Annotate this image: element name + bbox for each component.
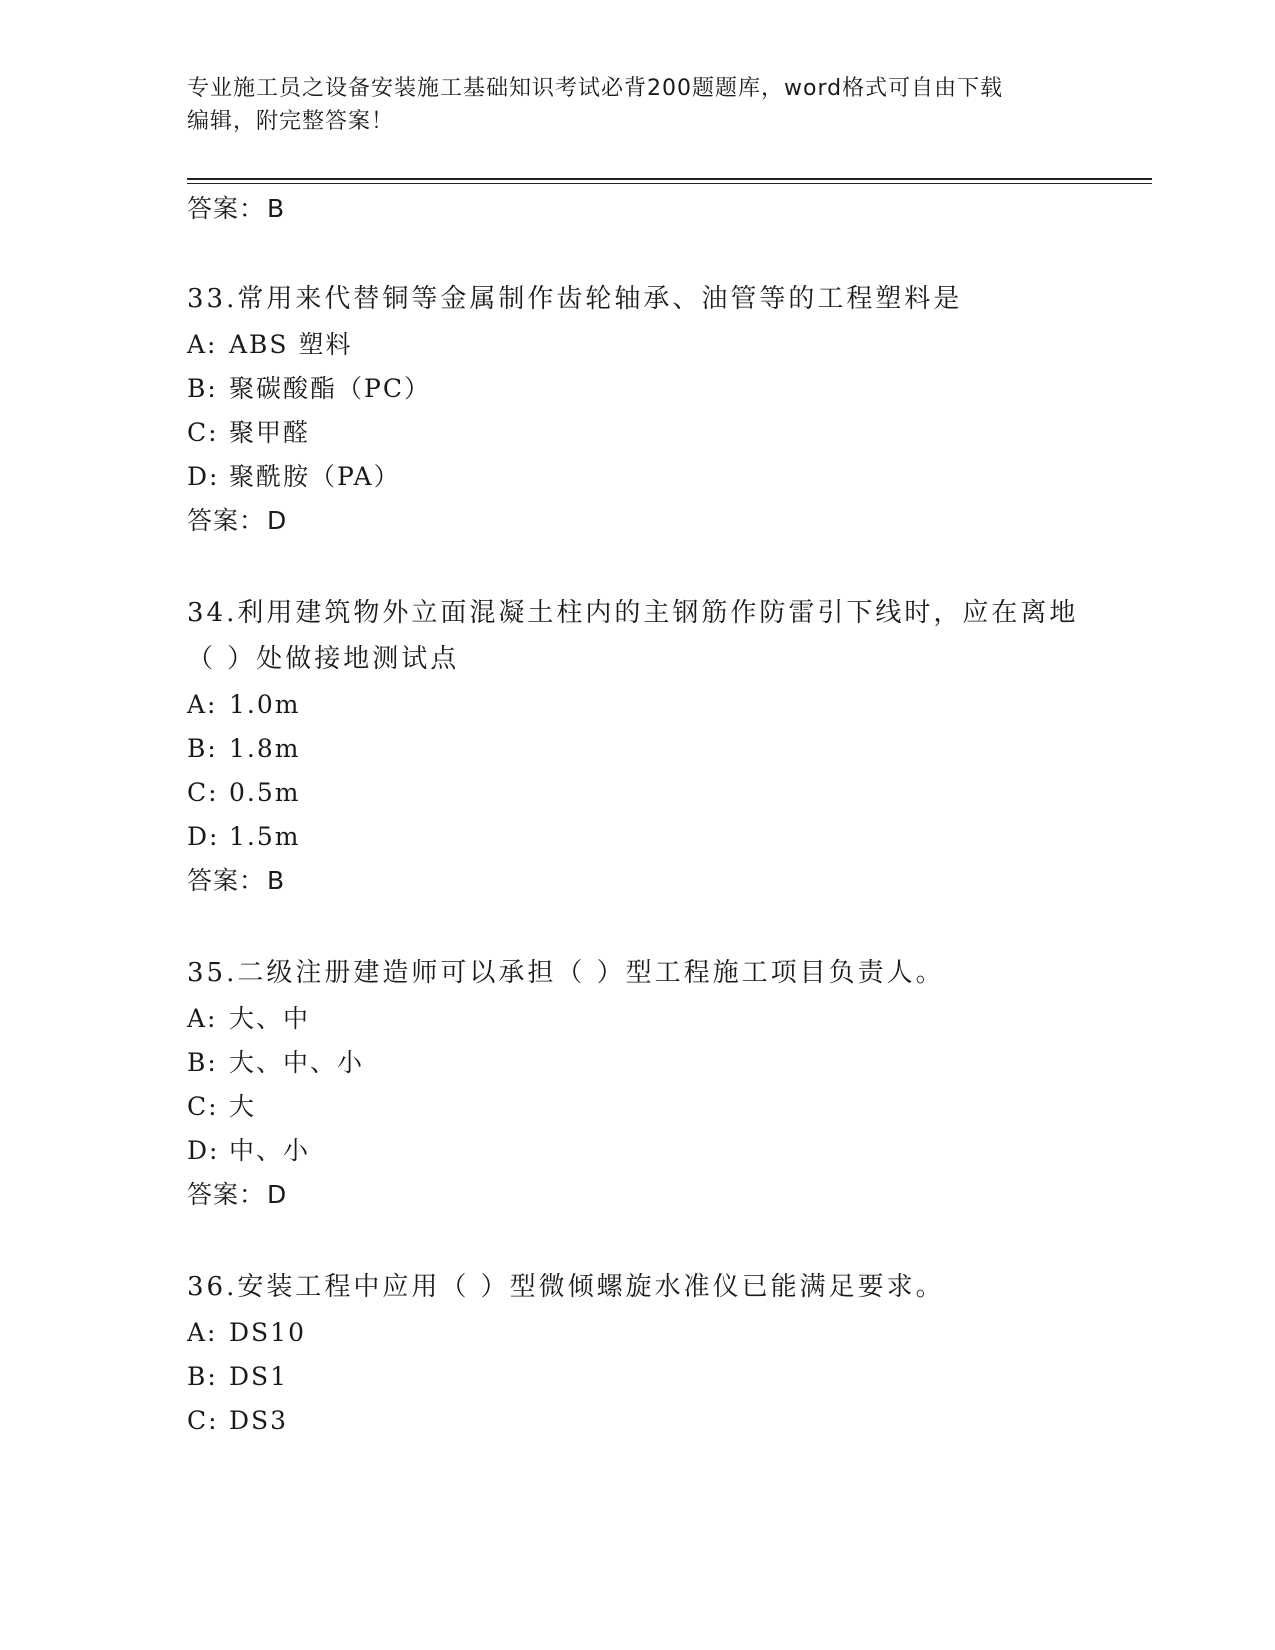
question-33-option-d [187, 462, 401, 492]
question-35-text: 35.二级注册建造师可以承担（ ）型工程施工项目负责人。 [187, 958, 945, 988]
document-header [187, 72, 1087, 138]
answer-value: D [267, 1180, 288, 1209]
option-letter: A: [187, 330, 218, 359]
question-34-option-d [187, 822, 300, 852]
option-text: ABS 塑料 [229, 330, 353, 359]
option-text: 1.0m [229, 690, 301, 719]
question-34-option-a [187, 690, 300, 720]
answer-label: 答案： [187, 194, 266, 223]
question-34-option-c [187, 778, 300, 808]
option-letter: C: [187, 778, 219, 807]
question-35-answer [187, 1180, 287, 1210]
answer-value: B [267, 194, 286, 223]
option-letter: C: [187, 1092, 219, 1121]
question-33-option-b [187, 374, 431, 404]
option-text: 1.8m [229, 734, 301, 763]
option-text: 聚酰胺（PA） [229, 462, 401, 491]
answer-value: D [267, 506, 288, 535]
prev-question-answer [187, 194, 285, 224]
option-text: 聚碳酸酯（PC） [229, 374, 431, 403]
option-letter: D: [187, 822, 220, 851]
question-36-text: 36.安装工程中应用（ ）型微倾螺旋水准仪已能满足要求。 [187, 1272, 945, 1302]
question-34-text: 34.利用建筑物外立面混凝土柱内的主钢筋作防雷引下线时，应在离地（ ）处做接地测试点 [187, 598, 1079, 674]
question-34-answer [187, 866, 285, 896]
question-36-option-c [187, 1406, 288, 1436]
question-34-option-b [187, 734, 300, 764]
option-text: 中、小 [229, 1136, 311, 1165]
answer-label: 答案： [187, 1180, 266, 1209]
question-36-option-a [187, 1318, 306, 1348]
option-text: 聚甲醛 [229, 418, 311, 447]
option-letter: A: [187, 1318, 218, 1347]
question-36-option-b [187, 1362, 288, 1392]
option-text: DS1 [229, 1362, 289, 1391]
header-line-2: 编辑，附完整答案！ [187, 109, 395, 134]
header-line-1: 专业施工员之设备安装施工基础知识考试必背200题题库，word格式可自由下载 [187, 76, 1004, 101]
option-text: 1.5m [229, 822, 301, 851]
option-text: 0.5m [229, 778, 301, 807]
option-letter: B: [187, 374, 218, 403]
question-33-answer [187, 506, 287, 536]
option-letter: A: [187, 690, 218, 719]
question-33-option-c [187, 418, 310, 448]
option-text: 大 [229, 1092, 257, 1121]
option-letter: C: [187, 418, 219, 447]
question-35-option-d [187, 1136, 310, 1166]
question-33-option-a [187, 330, 353, 360]
question-35-option-b [187, 1048, 364, 1078]
question-35-option-a [187, 1004, 310, 1034]
option-text: DS10 [229, 1318, 306, 1347]
option-text: 大、中 [229, 1004, 311, 1033]
option-letter: B: [187, 1362, 218, 1391]
option-letter: B: [187, 1048, 218, 1077]
header-divider-thick [187, 178, 1152, 180]
option-letter: A: [187, 1004, 218, 1033]
question-35-option-c [187, 1092, 256, 1122]
answer-value: B [267, 866, 286, 895]
question-33-text: 33.常用来代替铜等金属制作齿轮轴承、油管等的工程塑料是 [187, 284, 963, 314]
answer-label: 答案： [187, 506, 266, 535]
header-divider-thin [187, 183, 1152, 184]
option-letter: C: [187, 1406, 219, 1435]
option-letter: D: [187, 1136, 220, 1165]
option-text: DS3 [229, 1406, 289, 1435]
option-letter: D: [187, 462, 220, 491]
option-letter: B: [187, 734, 218, 763]
answer-label: 答案： [187, 866, 266, 895]
option-text: 大、中、小 [229, 1048, 365, 1077]
